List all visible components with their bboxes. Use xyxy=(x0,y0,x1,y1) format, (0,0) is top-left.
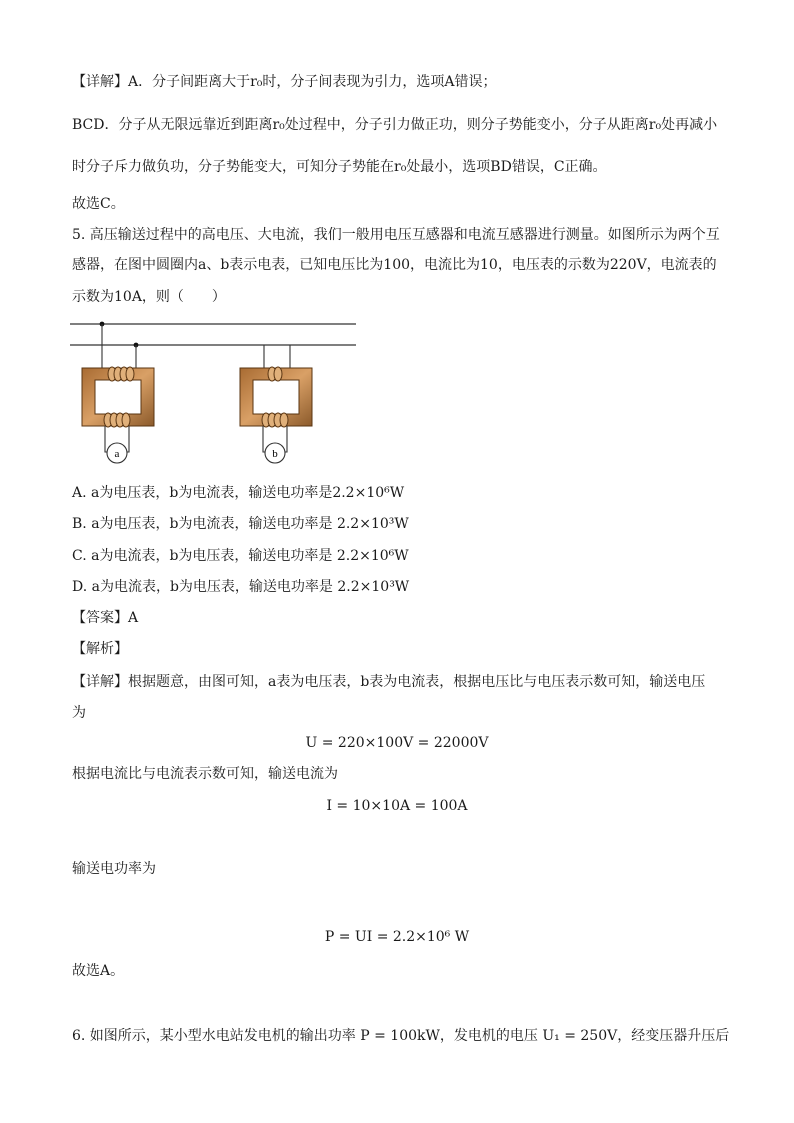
equation-current: I = 10×10A = 100A xyxy=(326,798,468,814)
q5-option-a: A. a为电压表，b为电流表，输送电功率是2.2×10⁶W xyxy=(72,485,405,501)
q4-detail-line1: 【详解】A．分子间距离大于r₀时，分子间表现为引力，选项A错误； xyxy=(72,74,497,90)
q4-detail-line2: BCD．分子从无限远靠近到距离r₀处过程中，分子引力做正功，则分子势能变小，分子从距离r₀处再减小 xyxy=(72,117,718,133)
q5-answer: 【答案】A xyxy=(72,610,139,626)
q5-stem-line2: 感器，在图中圆圈内a、b表示电表，已知电压比为100，电流比为10，电压表的示数为220V，电流表的 xyxy=(72,257,717,273)
equation-power: P = UI = 2.2×10⁶ W xyxy=(324,929,470,945)
transformer-figure xyxy=(70,316,360,468)
meter-a-label: a xyxy=(114,448,120,460)
q5-current-text: 根据电流比与电流表示数可知，输送电流为 xyxy=(72,766,338,782)
q4-choose: 故选C。 xyxy=(72,196,125,212)
meter-b-label: b xyxy=(272,448,278,460)
q5-analysis: 【解析】 xyxy=(72,641,128,657)
q5-choose: 故选A。 xyxy=(72,963,125,979)
q4-detail-line3: 时分子斥力做负功，分子势能变大，可知分子势能在r₀处最小，选项BD错误，C正确。 xyxy=(72,159,607,175)
q5-stem-line3: 示数为10A，则（ ） xyxy=(72,289,226,305)
q5-detail-line1: 【详解】根据题意，由图可知，a表为电压表，b表为电流表，根据电压比与电压表示数可知，输送电压 xyxy=(72,674,706,690)
q5-option-b: B. a为电压表，b为电流表，输送电功率是 2.2×10³W xyxy=(72,516,409,532)
q5-detail-line2: 为 xyxy=(72,705,86,721)
q5-power-text: 输送电功率为 xyxy=(72,861,156,877)
q5-option-c: C. a为电流表，b为电压表，输送电功率是 2.2×10⁶W xyxy=(72,548,409,564)
current-transformer xyxy=(240,367,312,427)
voltage-transformer xyxy=(82,367,154,427)
equation-voltage: U = 220×100V = 22000V xyxy=(305,735,489,751)
q5-option-d: D. a为电流表，b为电压表，输送电功率是 2.2×10³W xyxy=(72,579,410,595)
q5-stem-line1: 5. 高压输送过程中的高电压、大电流，我们一般用电压互感器和电流互感器进行测量。如图所示为两个互 xyxy=(72,227,720,243)
q6-stem-line1: 6. 如图所示，某小型水电站发电机的输出功率 P = 100kW，发电机的电压 U₁ = 250V，经变压器升压后 xyxy=(72,1028,730,1044)
